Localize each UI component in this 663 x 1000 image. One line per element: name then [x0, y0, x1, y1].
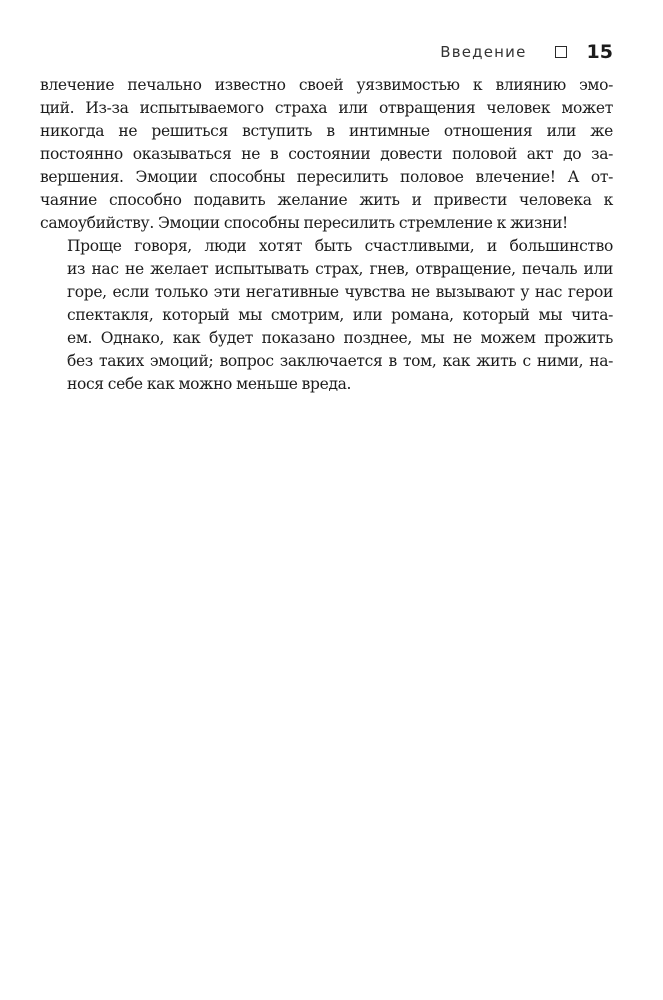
text-line: ем. Однако, как будет показано позднее, мы не можем прожить	[67, 329, 613, 347]
text-line: Проще говоря, люди хотят быть счастливыми, и большинство	[67, 237, 613, 255]
section-title: Введение	[440, 43, 527, 61]
text-line: постоянно оказываться не в состоянии довести половой акт до за-	[40, 145, 613, 163]
text-line: чаяние способно подавить желание жить и привести человека к	[40, 191, 613, 209]
text-line: нося себе как можно меньше вреда.	[67, 375, 352, 393]
text-line: спектакля, который мы смотрим, или романа, который мы чита-	[67, 306, 613, 324]
text-line: без таких эмоций; вопрос заключается в том, как жить с ними, на-	[67, 352, 613, 370]
text-line: горе, если только эти негативные чувства не вызывают у нас герои	[67, 283, 613, 301]
text-line: влечение печально известно своей уязвимостью к влиянию эмо-	[40, 76, 613, 94]
page-number: 15	[586, 41, 613, 63]
paragraph-1	[40, 74, 613, 235]
square-bullet-icon	[555, 46, 567, 58]
text-line: никогда не решиться вступить в интимные отношения или же	[40, 122, 613, 140]
text-line: ций. Из-за испытываемого страха или отвращения человек может	[40, 99, 613, 117]
text-line: вершения. Эмоции способны пересилить половое влечение! А от-	[40, 168, 613, 186]
running-header	[440, 40, 613, 64]
paragraph-2	[40, 235, 613, 396]
text-line: из нас не желает испытывать страх, гнев, отвращение, печаль или	[67, 260, 613, 278]
text-line: самоубийству. Эмоции способны пересилить стремление к жизни!	[40, 214, 568, 232]
body-text	[40, 74, 613, 396]
